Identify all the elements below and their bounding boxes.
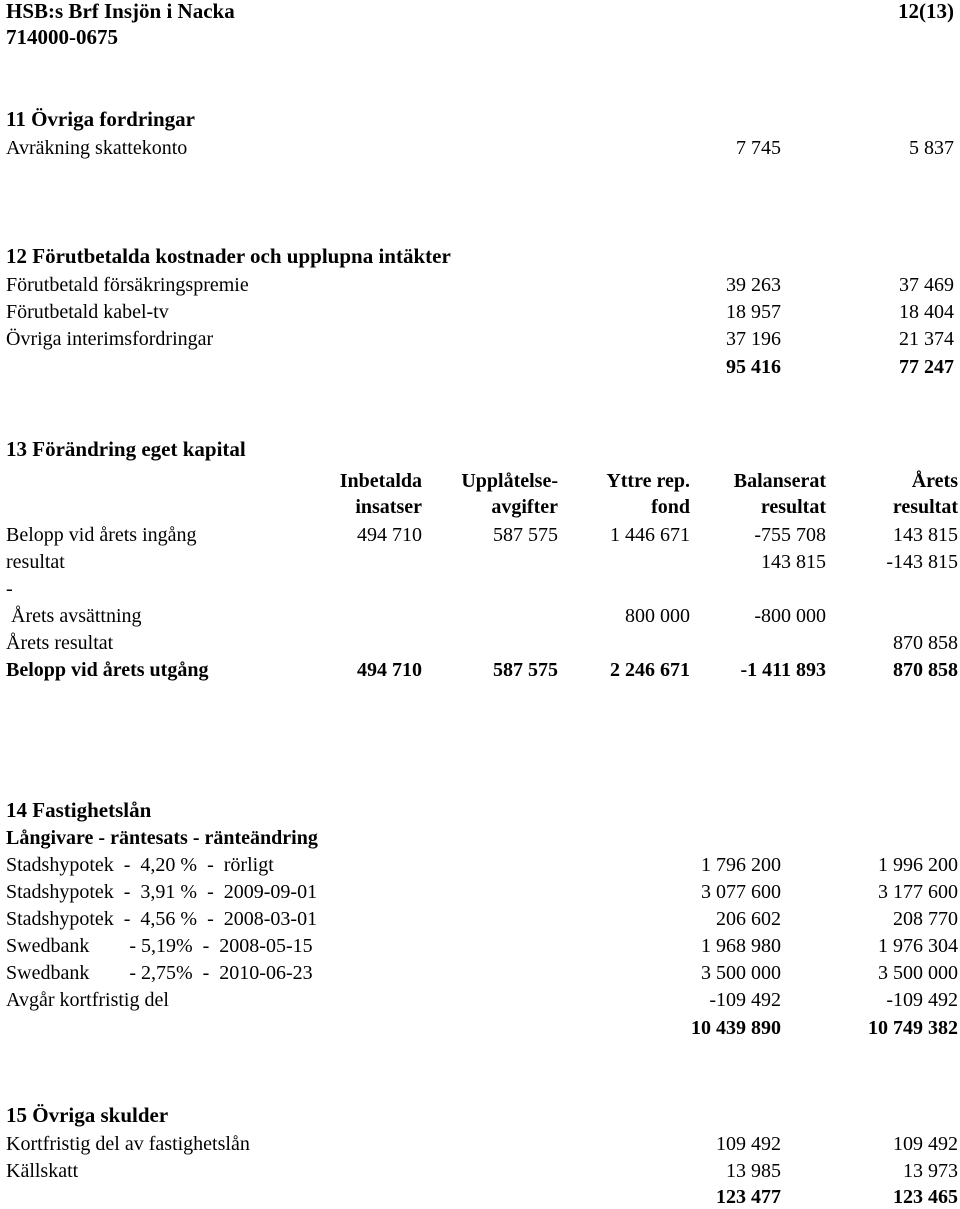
note12-row-current: 18 957 <box>726 301 781 323</box>
note15-row-current: 13 985 <box>726 1160 781 1182</box>
note14-row-previous: 3 177 600 <box>878 881 958 903</box>
note12-row-label: Förutbetald kabel-tv <box>6 301 169 323</box>
note13-cell: 143 815 <box>893 524 958 546</box>
page-number: 12(13) <box>898 0 954 23</box>
note13-col-header: resultat <box>760 496 826 518</box>
note12-row-previous: 37 469 <box>899 274 954 296</box>
note13-col-header: avgifter <box>491 496 558 518</box>
note13-col-header: resultat <box>892 496 958 518</box>
note12-row-previous: 18 404 <box>899 301 954 323</box>
note14-row-previous: 1 996 200 <box>878 854 958 876</box>
note15-row-label: Kortfristig del av fastighetslån <box>6 1133 250 1155</box>
note12-row-current: 37 196 <box>726 328 781 350</box>
org-number: 714000-0675 <box>6 25 118 49</box>
note15-title: 15 Övriga skulder <box>6 1103 169 1127</box>
note13-title: 13 Förändring eget kapital <box>6 437 246 461</box>
note14-row-current: -109 492 <box>709 989 781 1011</box>
note13-total-cell: -1 411 893 <box>740 659 826 681</box>
note13-cell: 494 710 <box>357 524 422 546</box>
note13-cell: -800 000 <box>754 605 826 627</box>
note14-row-current: 1 968 980 <box>701 935 781 957</box>
note14-row-label: Avgår kortfristig del <box>6 989 169 1011</box>
note14-title: 14 Fastighetslån <box>6 798 152 822</box>
note12-row-previous: 21 374 <box>899 328 954 350</box>
note14-row-current: 1 796 200 <box>701 854 781 876</box>
note12-row-label: Övriga interimsfordringar <box>6 328 214 350</box>
note13-row-label: resultat <box>6 551 65 573</box>
note13-total-cell: 587 575 <box>493 659 558 681</box>
note15-row-current: 109 492 <box>716 1133 781 1155</box>
note13-row-label: - <box>6 578 13 600</box>
note13-cell: 870 858 <box>893 632 958 654</box>
note12-total-previous: 77 247 <box>899 356 954 378</box>
note14-row-previous: -109 492 <box>886 989 958 1011</box>
note13-cell: 143 815 <box>761 551 826 573</box>
note13-cell: 800 000 <box>625 605 690 627</box>
org-name: HSB:s Brf Insjön i Nacka <box>6 0 235 23</box>
note13-col-header: Yttre rep. <box>606 470 690 492</box>
note14-total-previous: 10 749 382 <box>868 1017 958 1039</box>
note14-total-current: 10 439 890 <box>691 1017 781 1039</box>
note11-title: 11 Övriga fordringar <box>6 107 195 131</box>
note14-row-label: Stadshypotek - 4,20 % - rörligt <box>6 854 274 876</box>
note15-row-previous: 13 973 <box>903 1160 958 1182</box>
note13-total-cell: 2 246 671 <box>610 659 690 681</box>
note14-row-previous: 3 500 000 <box>878 962 958 984</box>
note13-cell: 1 446 671 <box>610 524 690 546</box>
note14-row-label: Swedbank - 2,75% - 2010-06-23 <box>6 962 313 984</box>
note13-col-header: insatser <box>355 496 422 518</box>
note12-row-label: Förutbetald försäkringspremie <box>6 274 249 296</box>
note13-total-cell: 870 858 <box>893 659 958 681</box>
note13-cell: -755 708 <box>754 524 826 546</box>
note12-row-current: 39 263 <box>726 274 781 296</box>
note13-col-header: Årets <box>911 470 958 492</box>
note13-col-header: Upplåtelse- <box>461 470 558 492</box>
note14-row-current: 206 602 <box>716 908 781 930</box>
note13-col-header: Balanserat <box>733 470 826 492</box>
note14-subtitle: Långivare - räntesats - ränteändring <box>6 827 318 849</box>
note15-row-previous: 109 492 <box>893 1133 958 1155</box>
note13-col-header: fond <box>651 496 690 518</box>
note14-row-label: Swedbank - 5,19% - 2008-05-15 <box>6 935 313 957</box>
note13-row-label: Belopp vid årets ingång <box>6 524 197 546</box>
note13-cell: 587 575 <box>493 524 558 546</box>
note12-title: 12 Förutbetalda kostnader och upplupna intäkter <box>6 244 451 268</box>
note11-row-label: Avräkning skattekonto <box>6 137 188 159</box>
note11-row-previous: 5 837 <box>909 137 954 159</box>
note13-cell: -143 815 <box>886 551 958 573</box>
note13-row-label: Årets resultat <box>6 632 114 654</box>
note15-total-previous: 123 465 <box>893 1186 958 1208</box>
note13-total-cell: 494 710 <box>357 659 422 681</box>
note13-row-label: Årets avsättning <box>6 605 142 627</box>
note14-row-label: Stadshypotek - 3,91 % - 2009-09-01 <box>6 881 318 903</box>
note11-row-current: 7 745 <box>736 137 781 159</box>
note13-total-label: Belopp vid årets utgång <box>6 659 209 681</box>
note15-row-label: Källskatt <box>6 1160 79 1182</box>
note13-col-header: Inbetalda <box>339 470 422 492</box>
note14-row-current: 3 077 600 <box>701 881 781 903</box>
note12-total-current: 95 416 <box>726 356 781 378</box>
note14-row-current: 3 500 000 <box>701 962 781 984</box>
note15-total-current: 123 477 <box>716 1186 781 1208</box>
note14-row-previous: 1 976 304 <box>878 935 958 957</box>
note14-row-previous: 208 770 <box>893 908 958 930</box>
note14-row-label: Stadshypotek - 4,56 % - 2008-03-01 <box>6 908 318 930</box>
